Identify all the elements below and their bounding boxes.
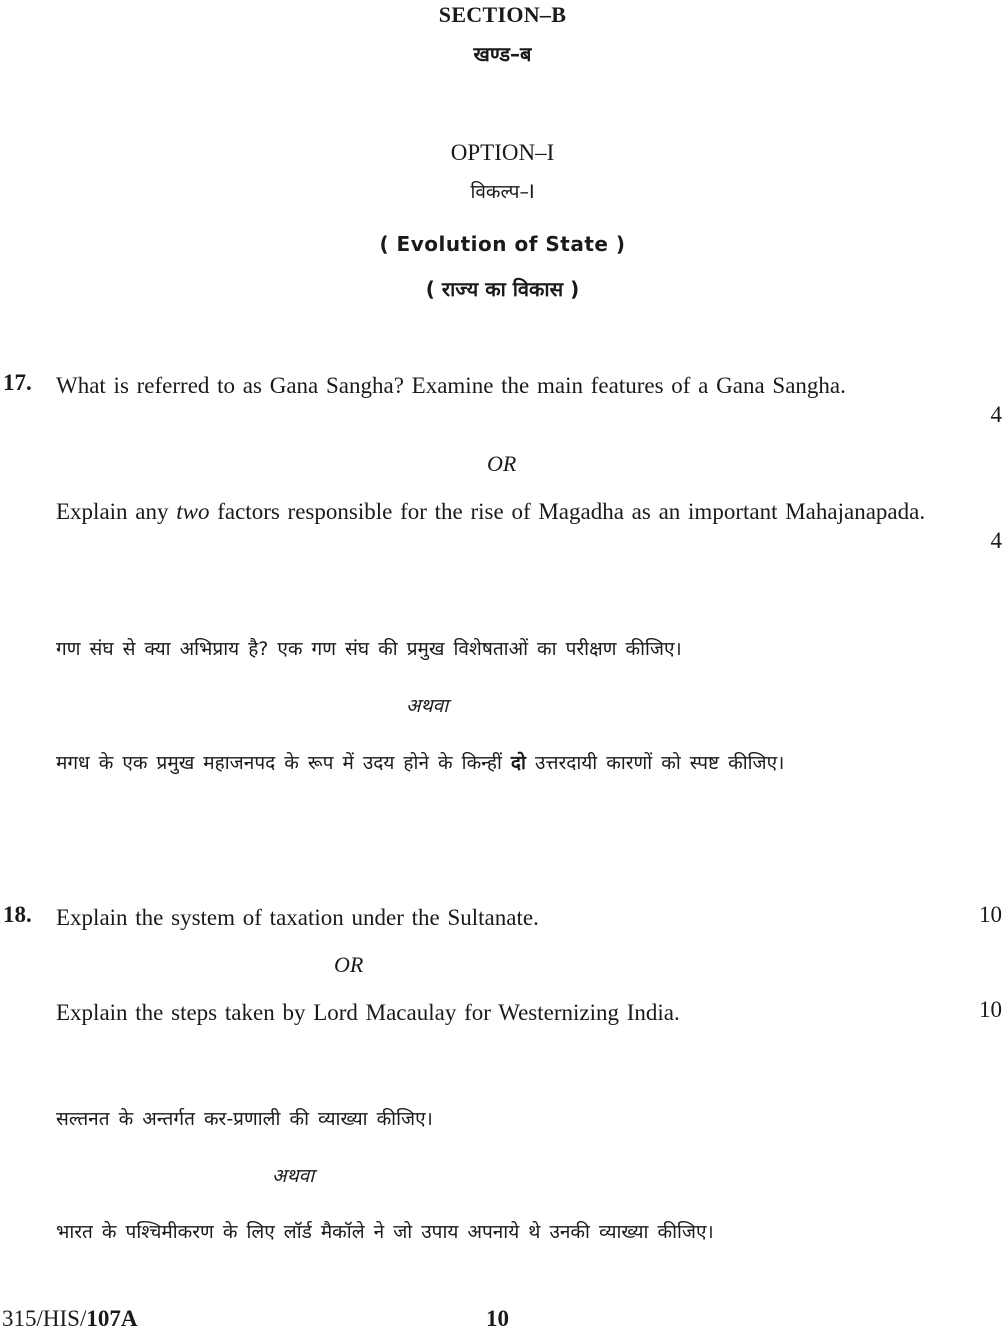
topic-title-hindi: ( राज्य का विकास ) <box>425 277 580 301</box>
page-number: 10 <box>486 1306 509 1331</box>
question-18-marks: 10 <box>979 902 1002 927</box>
question-18-or: OR <box>334 952 364 977</box>
question-18-alternative-english: Explain the steps taken by Lord Macaulay for Westernizing India. <box>56 1000 680 1025</box>
option-title: OPTION–I <box>450 140 555 165</box>
q17-alt-part1: Explain any <box>56 499 177 524</box>
question-17-hindi: गण संघ से क्या अभिप्राय है? एक गण संघ की प्रमुख विशेषताओं का परीक्षण कीजिए। <box>56 638 682 660</box>
question-17-number: 17. <box>3 370 32 395</box>
q17-hindi-part1: मगध के एक प्रमुख महाजनपद के रूप में उदय होने के किन्हीं <box>56 752 511 774</box>
q17-hindi-bold: दो <box>510 752 526 774</box>
paper-code-prefix: 315/HIS/ <box>2 1306 87 1331</box>
topic-title: ( Evolution of State ) <box>379 232 626 256</box>
paper-code-bold: 107A <box>86 1306 138 1331</box>
question-18-alternative-marks: 10 <box>979 997 1002 1022</box>
q17-hindi-part2: उत्तरदायी कारणों को स्पष्ट कीजिए। <box>525 752 785 774</box>
question-18-number: 18. <box>3 902 32 927</box>
section-title: SECTION–B <box>438 2 567 27</box>
question-17-alternative-hindi <box>56 749 784 775</box>
q17-alt-part2: factors responsible for the rise of Magadha as an important Mahajanapada. <box>209 499 926 524</box>
question-18-english: Explain the system of taxation under the Sultanate. <box>56 905 539 930</box>
option-title-hindi: विकल्प–I <box>470 181 535 203</box>
paper-code <box>2 1306 137 1332</box>
question-17-or: OR <box>487 451 517 476</box>
question-18-hindi-or: अथवा <box>272 1165 315 1187</box>
question-17-english: What is referred to as Gana Sangha? Examine the main features of a Gana Sangha. <box>56 373 846 398</box>
question-18-alternative-hindi: भारत के पश्चिमीकरण के लिए लॉर्ड मैकॉले ने जो उपाय अपनाये थे उनकी व्याख्या कीजिए। <box>56 1221 714 1243</box>
section-title-hindi: खण्ड–ब <box>473 42 532 66</box>
question-18-hindi: सल्तनत के अन्तर्गत कर-प्रणाली की व्याख्या कीजिए। <box>56 1108 433 1130</box>
question-17-alternative-marks: 4 <box>990 528 1002 553</box>
q17-alt-emphasis: two <box>176 499 210 524</box>
question-17-hindi-or: अथवा <box>406 695 449 717</box>
question-17-alternative-english <box>56 496 944 528</box>
question-17-marks: 4 <box>990 402 1002 427</box>
